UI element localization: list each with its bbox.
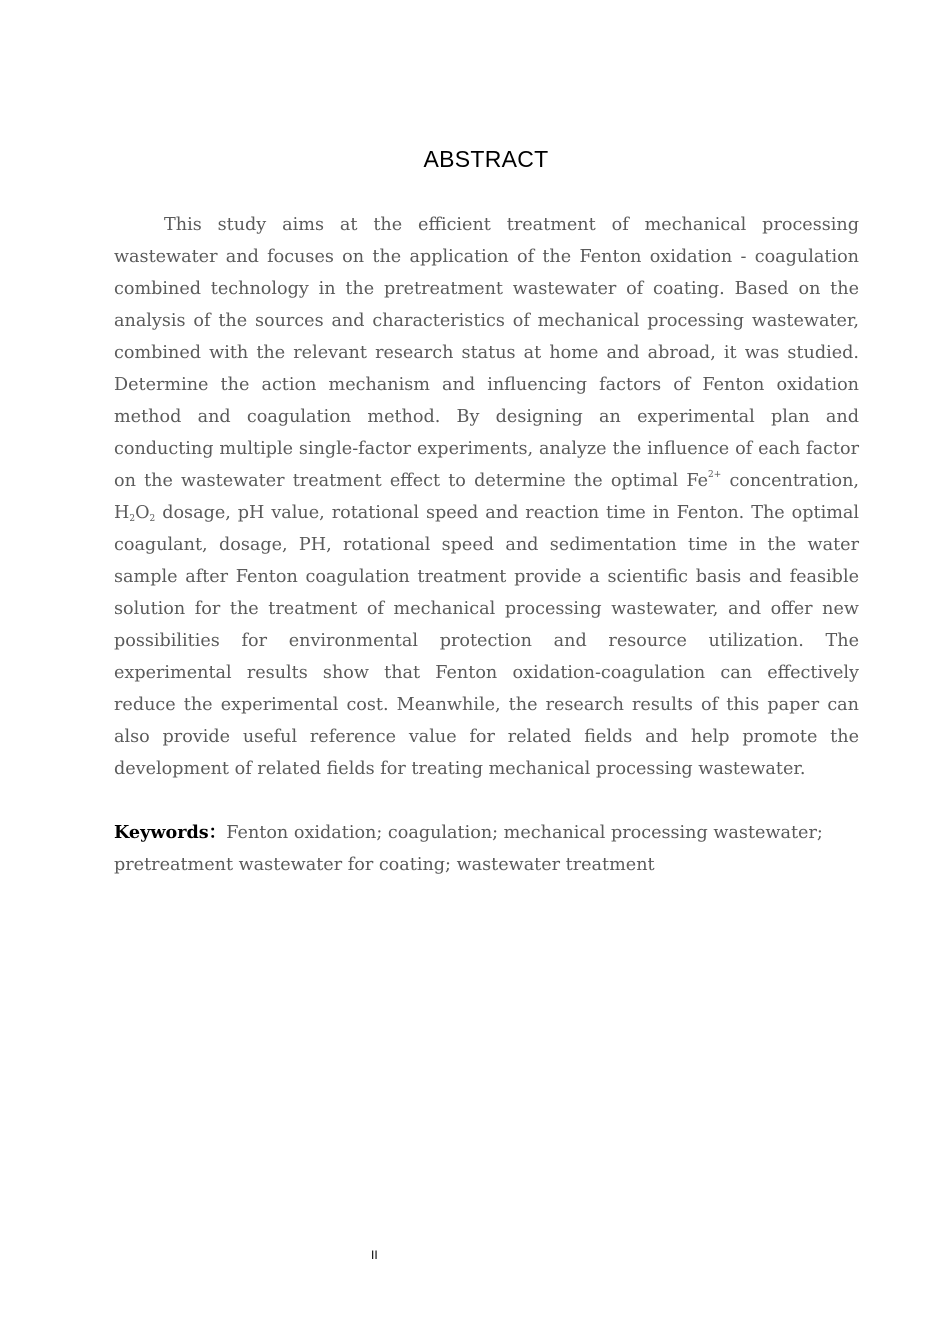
abstract-text-part2: concentration, H: [114, 471, 859, 523]
h2-subscript: 2: [129, 514, 136, 524]
abstract-paragraph: [114, 209, 859, 785]
keywords-line2: pretreatment wastewater for coating; wastewater treatment: [114, 855, 655, 875]
keywords-line1: Fenton oxidation; coagulation; mechanical processing wastewater;: [226, 823, 823, 843]
page-number: II: [371, 1248, 378, 1262]
page-title: ABSTRACT: [423, 146, 549, 172]
fe-charge-superscript: 2+: [708, 470, 722, 480]
o-letter: O: [135, 503, 150, 523]
keywords-block: [114, 817, 859, 881]
abstract-text-part3: dosage, pH value, rotational speed and reaction time in Fenton. The optimal coagulant, dosage, PH, rotational speed and sedimentation time in the water sample after Fenton coagulation treatment provide a scientific basis and feasible solution for the treatment of mechanical processing wastewater, and offer new possibilities for environmental protection and resource utilization. The experimental results show that Fenton oxidation-coagulation can effectively reduce the experimental cost. Meanwhile, the research results of this paper can also provide useful reference value for related fields and help promote the development of related fields for treating mechanical processing wastewater.: [114, 503, 859, 779]
keywords-label: Keywords：: [114, 822, 227, 843]
abstract-text-part1: This study aims at the efficient treatment of mechanical processing wastewater and focuses on the application of the Fenton oxidation - coagulation combined technology in the pretreatment wastewater of coating. Based on the analysis of the sources and characteristics of mechanical processing wastewater, combined with the relevant research status at home and abroad, it was studied. Determine the action mechanism and influencing factors of Fenton oxidation method and coagulation method. By designing an experimental plan and conducting multiple single-factor experiments, analyze the influence of each factor on the wastewater treatment effect to determine the optimal Fe: [114, 215, 859, 491]
o2-subscript: 2: [149, 514, 156, 524]
